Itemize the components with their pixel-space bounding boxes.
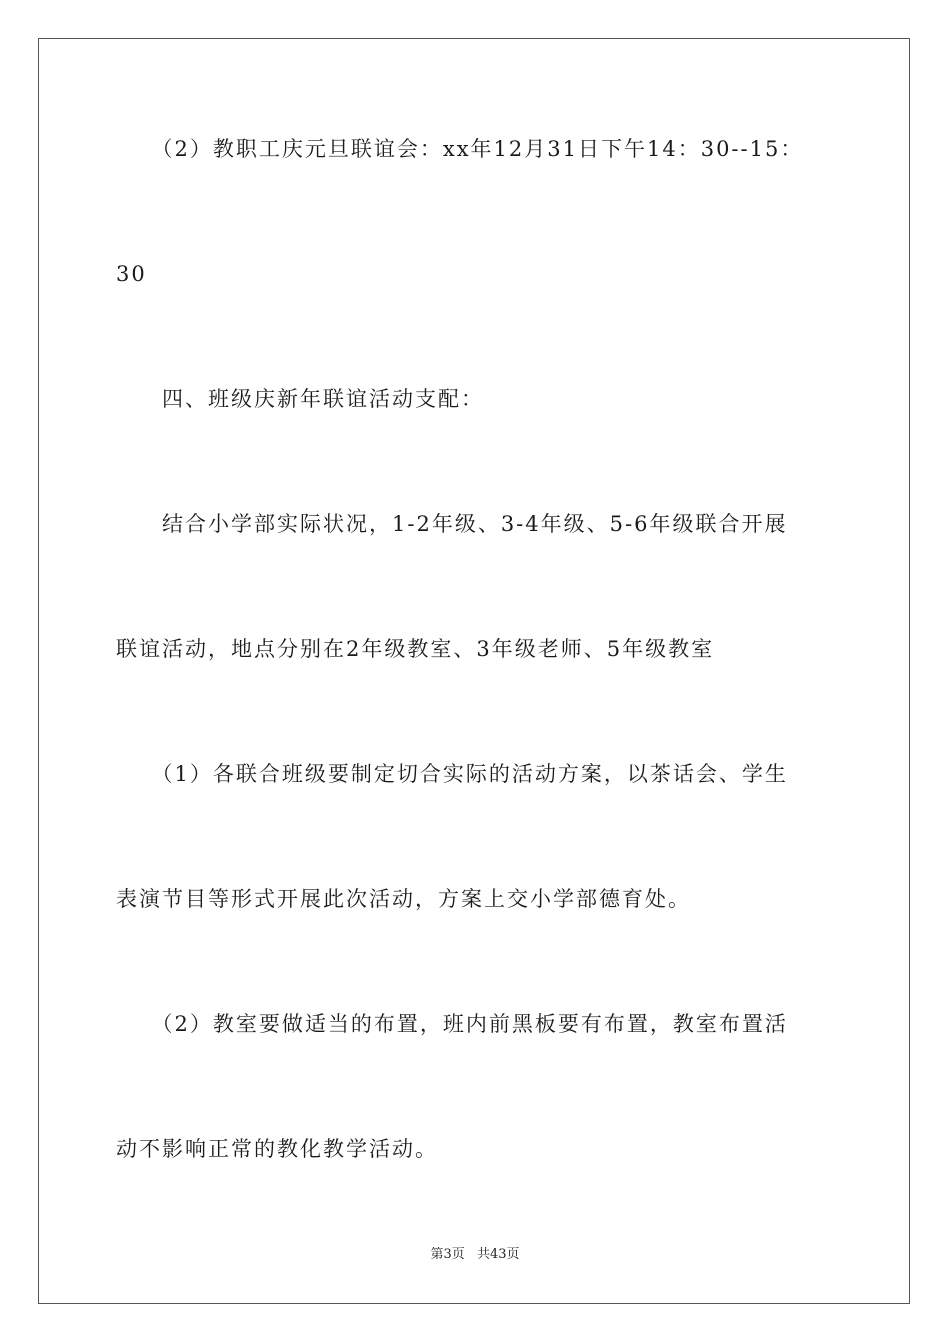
paragraph-line: （2）教职工庆元旦联谊会：xx年12月31日下午14：30--15：: [116, 137, 804, 161]
page-number: 第3页: [430, 1247, 465, 1262]
paragraph-line: 30: [116, 262, 147, 286]
paragraph-line: 结合小学部实际状况，1-2年级、3-4年级、5-6年级联合开展: [116, 512, 788, 536]
page-border: [38, 38, 910, 1304]
paragraph-line: 动不影响正常的教化教学活动。: [116, 1137, 438, 1161]
paragraph-line: （2）教室要做适当的布置，班内前黑板要有布置，教室布置活: [116, 1012, 788, 1036]
paragraph-line: 四、班级庆新年联谊活动支配：: [116, 387, 484, 411]
paragraph-line: 表演节目等形式开展此次活动，方案上交小学部德育处。: [116, 887, 691, 911]
page-footer: [0, 1246, 950, 1264]
page-total: 共43页: [476, 1247, 520, 1262]
paragraph-line: 联谊活动，地点分别在2年级教室、3年级老师、5年级教室: [116, 637, 715, 661]
paragraph-line: （1）各联合班级要制定切合实际的活动方案，以茶话会、学生: [116, 762, 788, 786]
